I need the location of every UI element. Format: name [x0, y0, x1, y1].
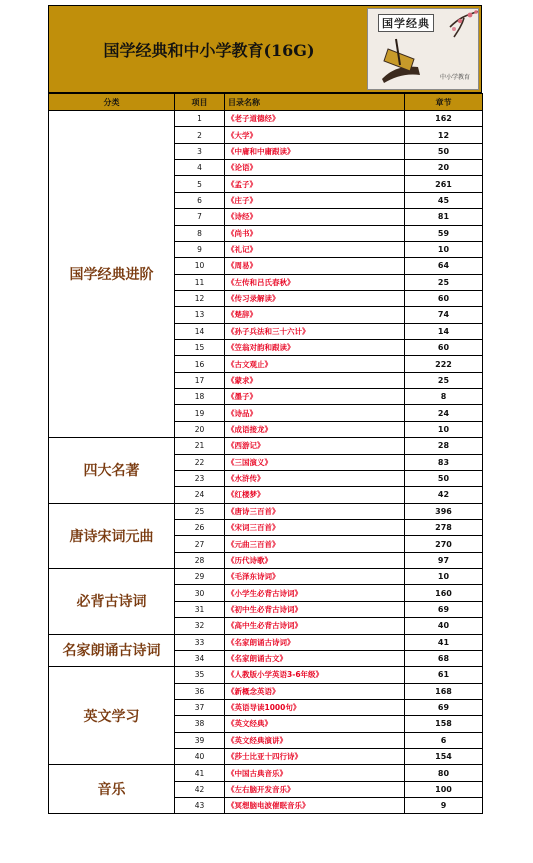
name-cell: 《英语导读1000句》	[225, 699, 405, 715]
name-cell: 《孙子兵法和三十六计》	[225, 323, 405, 339]
index-cell: 39	[175, 732, 225, 748]
name-cell: 《人教版小学英语3-6年级》	[225, 667, 405, 683]
index-cell: 35	[175, 667, 225, 683]
index-cell: 1	[175, 111, 225, 127]
count-cell: 25	[405, 372, 483, 388]
name-cell: 《老子道德经》	[225, 111, 405, 127]
count-cell: 50	[405, 143, 483, 159]
name-cell: 《论语》	[225, 160, 405, 176]
index-cell: 37	[175, 699, 225, 715]
index-cell: 16	[175, 356, 225, 372]
name-cell: 《小学生必背古诗词》	[225, 585, 405, 601]
index-cell: 14	[175, 323, 225, 339]
index-cell: 23	[175, 470, 225, 486]
index-cell: 42	[175, 781, 225, 797]
index-cell: 3	[175, 143, 225, 159]
table-row	[49, 111, 483, 127]
index-cell: 9	[175, 241, 225, 257]
catalog-sheet	[48, 5, 482, 814]
name-cell: 《礼记》	[225, 241, 405, 257]
index-cell: 17	[175, 372, 225, 388]
index-cell: 10	[175, 258, 225, 274]
name-cell: 《英文经典》	[225, 716, 405, 732]
count-cell: 278	[405, 519, 483, 535]
name-cell: 《名家朗诵古诗词》	[225, 634, 405, 650]
title-banner	[48, 5, 482, 93]
name-cell: 《三国演义》	[225, 454, 405, 470]
index-cell: 22	[175, 454, 225, 470]
index-cell: 28	[175, 552, 225, 568]
index-cell: 5	[175, 176, 225, 192]
category-cell: 必背古诗词	[49, 569, 175, 634]
count-cell: 61	[405, 667, 483, 683]
table-row	[49, 667, 483, 683]
name-cell: 《大学》	[225, 127, 405, 143]
name-cell: 《墨子》	[225, 389, 405, 405]
count-cell: 25	[405, 274, 483, 290]
category-cell: 音乐	[49, 765, 175, 814]
table-row	[49, 765, 483, 781]
name-cell: 《传习录解读》	[225, 290, 405, 306]
name-cell: 《水浒传》	[225, 470, 405, 486]
name-cell: 《尚书》	[225, 225, 405, 241]
index-cell: 41	[175, 765, 225, 781]
category-cell: 四大名著	[49, 438, 175, 503]
index-cell: 15	[175, 340, 225, 356]
name-cell: 《冥想脑电波催眠音乐》	[225, 798, 405, 814]
count-cell: 8	[405, 389, 483, 405]
index-cell: 25	[175, 503, 225, 519]
column-header-index: 项目	[175, 94, 225, 111]
count-cell: 20	[405, 160, 483, 176]
catalog-table	[48, 93, 483, 814]
count-cell: 160	[405, 585, 483, 601]
name-cell: 《宋词三百首》	[225, 519, 405, 535]
count-cell: 68	[405, 650, 483, 666]
name-cell: 《英文经典演讲》	[225, 732, 405, 748]
book-seal-icon	[376, 35, 426, 83]
count-cell: 97	[405, 552, 483, 568]
name-cell: 《红楼梦》	[225, 487, 405, 503]
column-header-name: 目录名称	[225, 94, 405, 111]
count-cell: 64	[405, 258, 483, 274]
count-cell: 40	[405, 618, 483, 634]
name-cell: 《莎士比亚十四行诗》	[225, 749, 405, 765]
table-row	[49, 569, 483, 585]
name-cell: 《元曲三百首》	[225, 536, 405, 552]
index-cell: 36	[175, 683, 225, 699]
index-cell: 7	[175, 209, 225, 225]
index-cell: 29	[175, 569, 225, 585]
name-cell: 《成语接龙》	[225, 421, 405, 437]
count-cell: 100	[405, 781, 483, 797]
table-row	[49, 634, 483, 650]
name-cell: 《楚辞》	[225, 307, 405, 323]
count-cell: 41	[405, 634, 483, 650]
name-cell: 《诗经》	[225, 209, 405, 225]
index-cell: 18	[175, 389, 225, 405]
name-cell: 《周易》	[225, 258, 405, 274]
name-cell: 《初中生必背古诗词》	[225, 601, 405, 617]
count-cell: 222	[405, 356, 483, 372]
index-cell: 32	[175, 618, 225, 634]
category-cell: 英文学习	[49, 667, 175, 765]
count-cell: 14	[405, 323, 483, 339]
count-cell: 10	[405, 569, 483, 585]
count-cell: 83	[405, 454, 483, 470]
table-header-row	[49, 94, 483, 111]
count-cell: 261	[405, 176, 483, 192]
name-cell: 《蒙求》	[225, 372, 405, 388]
category-cell: 国学经典进阶	[49, 111, 175, 438]
index-cell: 24	[175, 487, 225, 503]
count-cell: 154	[405, 749, 483, 765]
index-cell: 26	[175, 519, 225, 535]
table-body	[49, 111, 483, 814]
name-cell: 《笠翁对韵和跟读》	[225, 340, 405, 356]
name-cell: 《名家朗诵古文》	[225, 650, 405, 666]
count-cell: 50	[405, 470, 483, 486]
column-header-category: 分类	[49, 94, 175, 111]
table-row	[49, 438, 483, 454]
name-cell: 《新概念英语》	[225, 683, 405, 699]
logo-title: 国学经典	[378, 14, 434, 32]
count-cell: 396	[405, 503, 483, 519]
name-cell: 《古文观止》	[225, 356, 405, 372]
name-cell: 《西游记》	[225, 438, 405, 454]
index-cell: 6	[175, 192, 225, 208]
index-cell: 19	[175, 405, 225, 421]
count-cell: 80	[405, 765, 483, 781]
index-cell: 11	[175, 274, 225, 290]
table-row	[49, 503, 483, 519]
index-cell: 4	[175, 160, 225, 176]
index-cell: 27	[175, 536, 225, 552]
index-cell: 43	[175, 798, 225, 814]
name-cell: 《唐诗三百首》	[225, 503, 405, 519]
count-cell: 158	[405, 716, 483, 732]
count-cell: 10	[405, 421, 483, 437]
name-cell: 《左传和吕氏春秋》	[225, 274, 405, 290]
column-header-count: 章节	[405, 94, 483, 111]
index-cell: 2	[175, 127, 225, 143]
count-cell: 162	[405, 111, 483, 127]
index-cell: 30	[175, 585, 225, 601]
name-cell: 《中庸和中庸跟读》	[225, 143, 405, 159]
count-cell: 69	[405, 601, 483, 617]
count-cell: 42	[405, 487, 483, 503]
index-cell: 13	[175, 307, 225, 323]
count-cell: 60	[405, 290, 483, 306]
index-cell: 20	[175, 421, 225, 437]
count-cell: 270	[405, 536, 483, 552]
index-cell: 38	[175, 716, 225, 732]
name-cell: 《孟子》	[225, 176, 405, 192]
category-cell: 名家朗诵古诗词	[49, 634, 175, 667]
count-cell: 59	[405, 225, 483, 241]
count-cell: 81	[405, 209, 483, 225]
name-cell: 《左右脑开发音乐》	[225, 781, 405, 797]
index-cell: 8	[175, 225, 225, 241]
count-cell: 9	[405, 798, 483, 814]
index-cell: 12	[175, 290, 225, 306]
name-cell: 《诗品》	[225, 405, 405, 421]
name-cell: 《毛泽东诗词》	[225, 569, 405, 585]
index-cell: 33	[175, 634, 225, 650]
count-cell: 12	[405, 127, 483, 143]
index-cell: 40	[175, 749, 225, 765]
count-cell: 6	[405, 732, 483, 748]
count-cell: 74	[405, 307, 483, 323]
name-cell: 《高中生必背古诗词》	[225, 618, 405, 634]
name-cell: 《中国古典音乐》	[225, 765, 405, 781]
count-cell: 69	[405, 699, 483, 715]
logo	[367, 8, 479, 90]
count-cell: 10	[405, 241, 483, 257]
logo-subtitle: 中小学教育	[439, 74, 470, 81]
category-cell: 唐诗宋词元曲	[49, 503, 175, 568]
index-cell: 31	[175, 601, 225, 617]
count-cell: 45	[405, 192, 483, 208]
name-cell: 《庄子》	[225, 192, 405, 208]
index-cell: 21	[175, 438, 225, 454]
count-cell: 28	[405, 438, 483, 454]
name-cell: 《历代诗歌》	[225, 552, 405, 568]
count-cell: 24	[405, 405, 483, 421]
count-cell: 60	[405, 340, 483, 356]
count-cell: 168	[405, 683, 483, 699]
index-cell: 34	[175, 650, 225, 666]
page-title: 国学经典和中小学教育(16G)	[103, 41, 315, 60]
